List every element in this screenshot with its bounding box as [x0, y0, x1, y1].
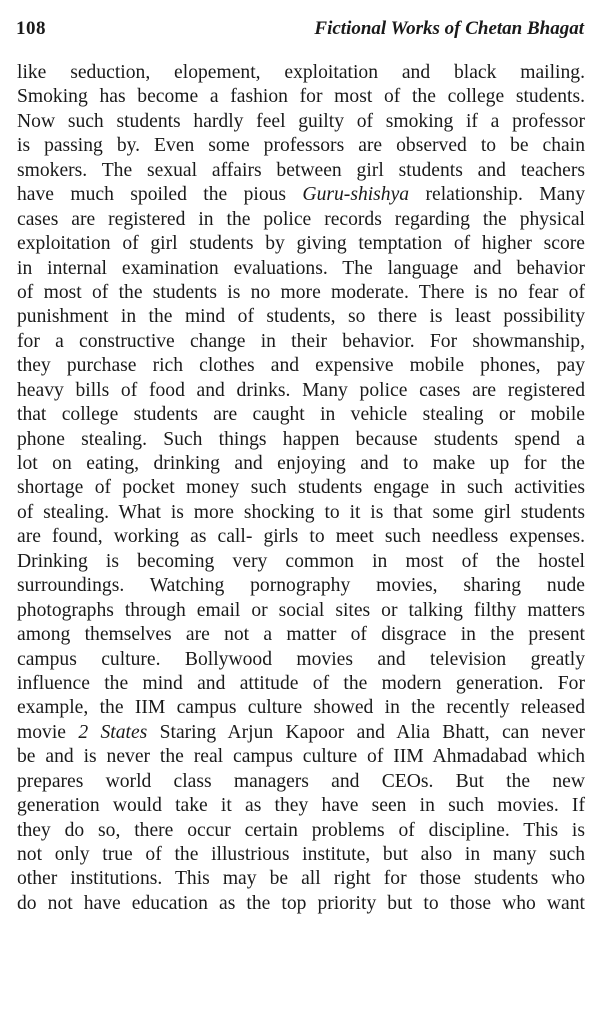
- body-text: [17, 61, 585, 916]
- text-line: punishment in the mind of students, so there is least possibility: [17, 306, 585, 328]
- running-title: Fictional Works of Chetan Bhagat: [314, 18, 584, 39]
- text-line: that college students are caught in vehicle stealing or mobile: [17, 404, 585, 426]
- page-number: 108: [16, 18, 46, 39]
- text-line: phone stealing. Such things happen because students spend a: [17, 428, 585, 450]
- text-line: of most of the students is no more moderate. There is no fear of: [17, 281, 585, 303]
- text-line: exploitation of girl students by giving temptation of higher score: [17, 233, 585, 255]
- text-line: generation would take it as they have seen in such movies. If: [17, 795, 585, 817]
- text-line: Smoking has become a fashion for most of the college students.: [17, 86, 585, 108]
- text-line: lot on eating, drinking and enjoying and to make up for the: [17, 453, 585, 474]
- text-line: not only true of the illustrious institute, but also in many such: [17, 844, 585, 865]
- text-line: for a constructive change in their behavior. For showmanship,: [17, 330, 585, 352]
- text-line: cases are registered in the police records regarding the physical: [17, 208, 585, 230]
- text-line: they do so, there occur certain problems of discipline. This is: [17, 819, 585, 841]
- text-line: are found, working as call- girls to meet such needless expenses.: [17, 526, 585, 548]
- text-line: Drinking is becoming very common in most of the hostel: [17, 550, 585, 572]
- text-segment: have much spoiled the pious: [17, 184, 303, 206]
- text-line: Now such students hardly feel guilty of smoking if a professor: [17, 110, 585, 132]
- italic-term: 2 States: [78, 721, 148, 743]
- text-line: photographs through email or social sites or talking filthy matters: [17, 599, 585, 621]
- text-segment: relationship. Many: [409, 184, 585, 206]
- text-segment: Staring Arjun Kapoor and Alia Bhatt, can never: [147, 721, 586, 743]
- page-header: [16, 18, 584, 44]
- text-line: heavy bills of food and drinks. Many police cases are registered: [17, 379, 585, 401]
- text-line: smokers. The sexual affairs between girl students and teachers: [17, 159, 585, 181]
- text-line: other institutions. This may be all right for those students who: [17, 868, 585, 890]
- text-line: do not have education as the top priority but to those who want: [17, 892, 585, 914]
- text-line: among themselves are not a matter of disgrace in the present: [17, 624, 585, 646]
- italic-term: Guru-shishya: [302, 184, 410, 206]
- text-line: [17, 721, 585, 745]
- text-segment: movie: [17, 721, 79, 743]
- text-line: campus culture. Bollywood movies and television greatly: [17, 648, 585, 670]
- text-line: surroundings. Watching pornography movies, sharing nude: [17, 575, 585, 597]
- text-line: like seduction, elopement, exploitation and black mailing.: [17, 62, 585, 83]
- text-line: in internal examination evaluations. The language and behavior: [17, 257, 585, 279]
- text-line: influence the mind and attitude of the modern generation. For: [17, 672, 585, 694]
- text-line: they purchase rich clothes and expensive mobile phones, pay: [17, 355, 585, 377]
- text-line: example, the IIM campus culture showed in the recently released: [17, 697, 585, 719]
- text-line: of stealing. What is more shocking to it is that some girl students: [17, 501, 585, 523]
- text-line: [17, 183, 585, 207]
- text-line: is passing by. Even some professors are observed to be chain: [17, 135, 585, 157]
- text-line: shortage of pocket money such students engage in such activities: [17, 477, 585, 499]
- text-line: prepares world class managers and CEOs. But the new: [17, 770, 585, 792]
- text-line: be and is never the real campus culture of IIM Ahmadabad which: [17, 746, 585, 768]
